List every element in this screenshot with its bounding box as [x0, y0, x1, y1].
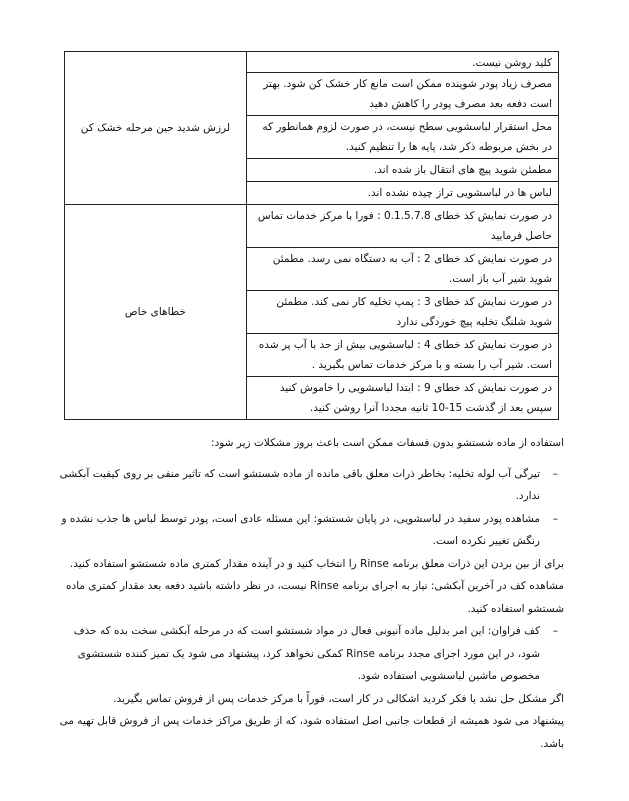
bullet-dash: –: [552, 512, 558, 525]
solution-item: محل استقرار لباسشویی سطح نیست، در صورت لزوم همانطور که در بخش مربوطه ذکر شد، پایه ها را تنظیم کنید.: [247, 116, 558, 159]
solution-item: در صورت نمایش کد خطای 2 : آب به دستگاه نمی رسد. مطمئن شوید شیر آب باز است.: [247, 248, 558, 291]
bullet-text: مشاهده پودر سفید در لباسشویی، در پایان شستشو: این مسئله عادی است، پودر توسط لباس ها جذب نشده و رنگش تغییر نکرده است.: [61, 512, 540, 547]
troubleshooting-table: [64, 51, 559, 420]
rinse-paragraph: برای از بین بردن این ذرات معلق برنامه Rinse را انتخاب کنید و در آینده مقدار کمتری ماده شستشو استفاده کنید.: [69, 557, 564, 570]
bullet-dash: –: [552, 625, 558, 637]
bullet-item: [50, 463, 564, 508]
problem-cell: لرزش شدید حین مرحله خشک کن: [65, 52, 247, 205]
solution-item: مطمئن شوید پیچ های انتقال باز شده اند.: [247, 159, 558, 182]
bullet-dash: –: [552, 467, 558, 480]
bullet-item: [50, 508, 564, 553]
solution-item: در صورت نمایش کد خطای 0.1.5.7.8 : فورا با مرکز خدمات تماس حاصل فرمایید: [247, 205, 558, 248]
solution-item: در صورت نمایش کد خطای 9 : ابتدا لباسشویی را خاموش کنید سپس بعد از گذشت 15-10 ثانیه مجددا آنرا روشن کنید.: [279, 382, 552, 414]
solution-item: کلید روشن نیست.: [247, 52, 558, 73]
solution-item: مصرف زیاد پودر شوینده ممکن است مانع کار خشک کن شود. بهتر است دفعه بعد مصرف پودر را کاهش دهید: [247, 73, 558, 116]
bullet-text: تیرگی آب لوله تخلیه: بخاطر ذرات معلق باقی مانده از ماده شستشو است که تاثیر منفی بر روی کیفیت آبکشی ندارد.: [59, 467, 540, 502]
bullet-item: [50, 620, 564, 688]
intro-paragraph: استفاده از ماده شستشو بدون فسفات ممکن است باعث بروز مشکلات زیر شود:: [211, 437, 564, 449]
problem-cell: خطاهای خاص: [65, 205, 247, 420]
solutions-cell: [246, 52, 558, 205]
bullet-text: کف فراوان: این امر بدلیل ماده آنیونی فعال در مواد شستشو است که در مرحله آبکشی سخت بده که حذف شود، در این مورد اجرای مجدد برنامه Rinse کمکی نخواهد کرد، پیشنهاد می شود یک تمیز کننده شستشوی مخصوص ماشین لباسشویی استفاده شود.: [73, 625, 540, 682]
table-row: [65, 52, 559, 205]
solution-item: در صورت نمایش کد خطای 3 : پمپ تخلیه کار نمی کند. مطمئن شوید شلنگ تخلیه پیچ خوردگی ندارد: [247, 291, 558, 334]
foam-paragraph: مشاهده کف در آخرین آبکشی: نیاز به اجرای برنامه Rinse نیست، در نظر داشته باشید دفعه بعد مقدار کمتری ماده شستشو استفاده کنید.: [66, 580, 564, 615]
parts-paragraph: پیشنهاد می شود همیشه از قطعات جانبی اصل استفاده شود، که از طریق مراکز خدمات پس از فروش قابل تهیه می باشد.: [59, 715, 564, 750]
contact-paragraph: اگر مشکل حل نشد یا فکر کردید اشکالی در کار است، فوراً با مرکز خدمات پس از فروش تماس بگیرید.: [113, 692, 564, 705]
solution-item: در صورت نمایش کد خطای 4 : لباسشویی بیش از حد با آب پر شده است. شیر آب را بسته و با مرکز خدمات تماس بگیرید .: [247, 334, 558, 377]
table-row: [65, 205, 559, 420]
body-text: [50, 432, 564, 755]
solutions-cell: [246, 205, 558, 420]
solution-item: لباس ها در لباسشویی تراز چیده نشده اند.: [367, 187, 552, 199]
